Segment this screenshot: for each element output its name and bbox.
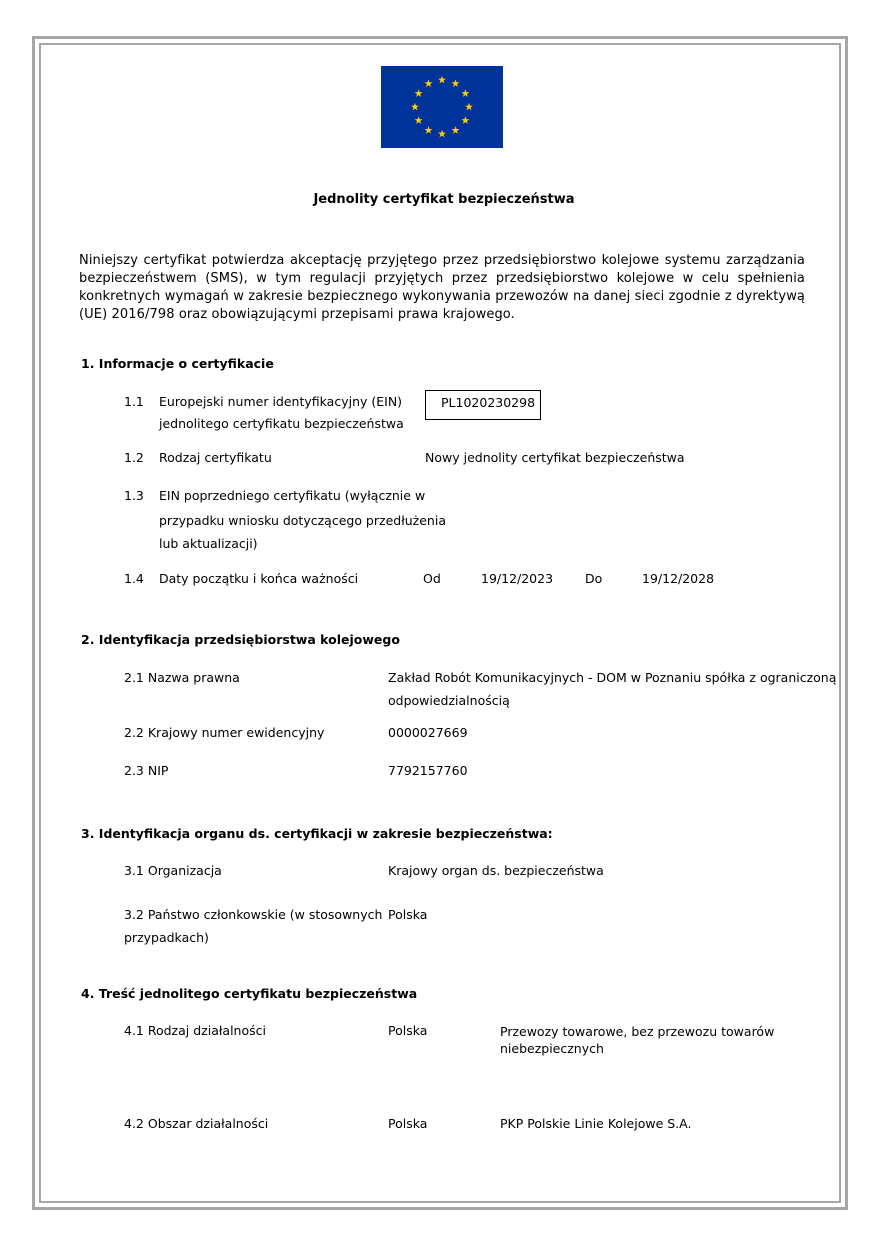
registration-number-value: 0000027669 xyxy=(388,725,468,740)
legal-name-label: 2.1 Nazwa prawna xyxy=(124,670,240,685)
item-1-2-value: Nowy jednolity certyfikat bezpieczeństwa xyxy=(425,450,685,465)
valid-to-date: 19/12/2028 xyxy=(642,571,715,586)
item-1-3-label-cont: przypadku wniosku dotyczącego przedłużenia xyxy=(159,513,446,528)
item-1-2-label: Rodzaj certyfikatu xyxy=(159,450,272,465)
document-title: Jednolity certyfikat bezpieczeństwa xyxy=(313,192,575,207)
item-1-3-label-cont2: lub aktualizacji) xyxy=(159,536,258,551)
member-state-value: Polska xyxy=(388,907,428,922)
ein-value-box: PL1020230298 xyxy=(425,390,541,420)
section1-heading: 1. Informacje o certyfikacie xyxy=(81,356,274,371)
member-state-label-cont: przypadkach) xyxy=(124,930,209,945)
item-1-1-label: Europejski numer identyfikacyjny (EIN) xyxy=(159,394,403,409)
section3-heading: 3. Identyfikacja organu ds. certyfikacji w zakresie bezpieczeństwa: xyxy=(81,826,553,841)
member-state-label: 3.2 Państwo członkowskie (w stosownych xyxy=(124,907,383,922)
valid-from-date: 19/12/2023 xyxy=(481,571,554,586)
valid-from-label: Od xyxy=(423,571,441,586)
registration-number-label: 2.2 Krajowy numer ewidencyjny xyxy=(124,725,325,740)
activity-area-country: Polska xyxy=(388,1116,428,1131)
nip-label: 2.3 NIP xyxy=(124,763,169,778)
activity-type-value: Przewozy towarowe, bez przewozu towarów xyxy=(500,1024,775,1039)
item-1-1-number: 1.1 xyxy=(124,394,144,409)
section4-heading: 4. Treść jednolitego certyfikatu bezpieczeństwa xyxy=(81,986,418,1001)
organization-value: Krajowy organ ds. bezpieczeństwa xyxy=(388,863,604,878)
item-1-4-number: 1.4 xyxy=(124,571,144,586)
section2-heading: 2. Identyfikacja przedsiębiorstwa kolejowego xyxy=(81,632,400,647)
activity-type-country: Polska xyxy=(388,1023,428,1038)
legal-name-value: Zakład Robót Komunikacyjnych - DOM w Poznaniu spółka z ograniczoną xyxy=(388,670,837,685)
nip-value: 7792157760 xyxy=(388,763,468,778)
activity-area-value: PKP Polskie Linie Kolejowe S.A. xyxy=(500,1116,692,1131)
activity-area-label: 4.2 Obszar działalności xyxy=(124,1116,269,1131)
legal-name-value-cont: odpowiedzialnością xyxy=(388,693,510,708)
item-1-1-label-cont: jednolitego certyfikatu bezpieczeństwa xyxy=(159,416,404,431)
item-1-2-number: 1.2 xyxy=(124,450,144,465)
activity-type-label: 4.1 Rodzaj działalności xyxy=(124,1023,266,1038)
intro-paragraph: Niniejszy certyfikat potwierdza akceptację przyjętego przez przedsiębiorstwo kolejowe systemu zarządzania bezpieczeństwem (SMS), w tym regulacji przyjętych przez przedsiębiorstwo kolejowe w celu spełnienia konkretnych wymagań w zakresie bezpiecznego wykonywania przewozów na danej sieci zgodnie z dyrektywą (UE) 2016/798 oraz obowiązującymi przepisami prawa krajowego. xyxy=(79,253,805,322)
item-1-3-label: EIN poprzedniego certyfikatu (wyłącznie w xyxy=(159,488,426,503)
item-1-4-label: Daty początku i końca ważności xyxy=(159,571,359,586)
item-1-3-number: 1.3 xyxy=(124,488,144,503)
valid-to-label: Do xyxy=(585,571,603,586)
activity-type-value-cont: niebezpiecznych xyxy=(500,1041,604,1056)
organization-label: 3.1 Organizacja xyxy=(124,863,222,878)
eu-flag-icon xyxy=(381,66,503,148)
